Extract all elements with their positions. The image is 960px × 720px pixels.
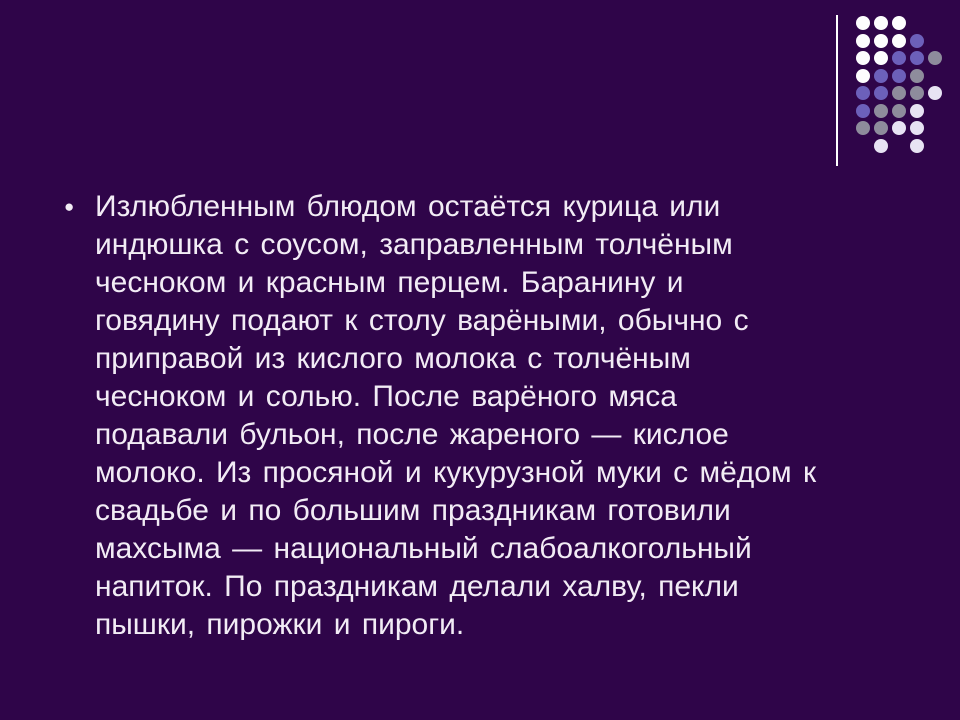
- decor-dot-white: [874, 51, 888, 65]
- decor-dot-white: [856, 16, 870, 30]
- text-line: чесноком и солью. После варёного мяса: [95, 380, 677, 413]
- decor-dot-purple: [892, 69, 906, 83]
- decor-dot-white: [856, 69, 870, 83]
- decor-dot-gray: [874, 104, 888, 118]
- decor-dot-lavender: [910, 104, 924, 118]
- decor-dot-purple: [892, 51, 906, 65]
- decor-dot-white: [892, 16, 906, 30]
- text-line: приправой из кислого молока с толчёным: [95, 342, 691, 375]
- decor-dot-lavender: [874, 139, 888, 153]
- text-line: говядину подают к столу варёными, обычно с: [95, 304, 749, 337]
- decor-dot-white: [874, 16, 888, 30]
- decor-dot-gray: [910, 86, 924, 100]
- decor-dot-purple: [874, 86, 888, 100]
- text-line: пышки, пирожки и пироги.: [95, 608, 465, 641]
- decor-dot-gray: [892, 104, 906, 118]
- decor-dot-white: [874, 34, 888, 48]
- decor-dot-gray: [874, 121, 888, 135]
- decor-dot-gray: [928, 51, 942, 65]
- text-line: молоко. Из просяной и кукурузной муки с мёдом к: [95, 456, 817, 489]
- text-line: подавали бульон, после жареного — кислое: [95, 418, 729, 451]
- decor-dot-purple: [856, 104, 870, 118]
- decor-dot-white: [856, 51, 870, 65]
- bullet-text-block: [62, 188, 922, 644]
- text-line: махсыма — национальный слабоалкогольный: [95, 532, 752, 565]
- text-line: чесноком и красным перцем. Баранину и: [95, 266, 684, 299]
- text-line: свадьбе и по большим праздникам готовили: [95, 494, 731, 527]
- bullet-marker: ●: [64, 197, 75, 216]
- vertical-rule-decoration: [836, 15, 838, 166]
- decor-dot-white: [856, 34, 870, 48]
- decor-dot-lavender: [910, 121, 924, 135]
- decor-dot-purple: [856, 86, 870, 100]
- text-line: Излюбленным блюдом остаётся курица или: [95, 190, 721, 223]
- decor-dot-purple: [874, 69, 888, 83]
- decor-dot-gray: [892, 86, 906, 100]
- decor-dot-gray: [856, 121, 870, 135]
- decor-dot-purple: [910, 51, 924, 65]
- text-line: напиток. По праздникам делали халву, пекли: [95, 570, 739, 603]
- text-line: индюшка с соусом, заправленным толчёным: [95, 228, 733, 261]
- decor-dot-lavender: [892, 121, 906, 135]
- decor-dot-lavender: [910, 139, 924, 153]
- decor-dot-purple: [910, 34, 924, 48]
- decor-dot-gray: [910, 69, 924, 83]
- bullet-text-lines: [95, 188, 922, 644]
- decor-dot-white: [892, 34, 906, 48]
- decor-dot-lavender: [928, 86, 942, 100]
- dot-grid-decoration: [856, 16, 950, 158]
